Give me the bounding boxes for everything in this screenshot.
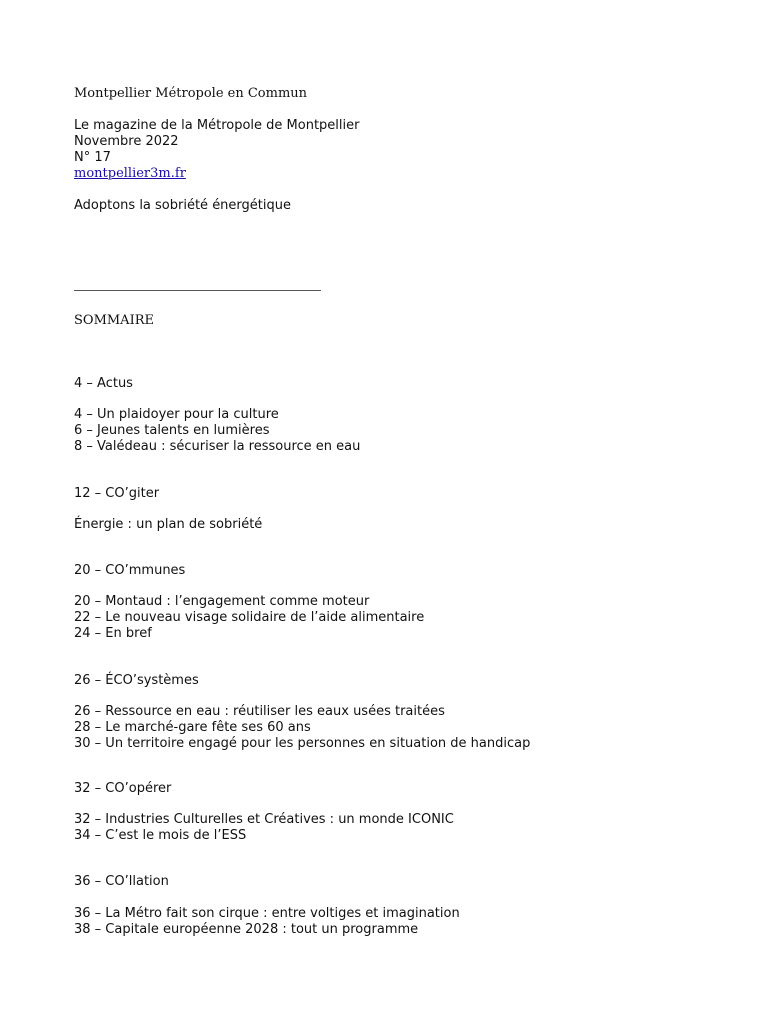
section-heading: 4 – Actus [74, 376, 133, 391]
list-item: 30 – Un territoire engagé pour les personnes en situation de handicap [74, 736, 531, 751]
magazine-title: Le magazine de la Métropole de Montpellier [74, 118, 360, 133]
list-item: 22 – Le nouveau visage solidaire de l’aide alimentaire [74, 610, 425, 625]
section-heading: 26 – ÉCO’systèmes [74, 673, 199, 688]
section-heading: 36 – CO’llation [74, 874, 169, 889]
section-heading: 32 – CO’opérer [74, 781, 172, 796]
magazine-info [74, 118, 359, 182]
list-item: 4 – Un plaidoyer pour la culture [74, 407, 279, 422]
list-item: 20 – Montaud : l’engagement comme moteur [74, 594, 370, 609]
list-item: 26 – Ressource en eau : réutiliser les eaux usées traitées [74, 704, 445, 719]
list-item: 6 – Jeunes talents en lumières [74, 423, 270, 438]
list-item: Énergie : un plan de sobriété [74, 517, 263, 532]
issue-number: N° 17 [74, 150, 111, 165]
list-item: 8 – Valédeau : sécuriser la ressource en eau [74, 439, 361, 454]
section-items [74, 704, 530, 752]
issue-date: Novembre 2022 [74, 134, 179, 149]
summary-title: SOMMAIRE [74, 313, 154, 328]
list-item: 38 – Capitale européenne 2028 : tout un programme [74, 922, 419, 937]
cover-headline: Adoptons la sobriété énergétique [74, 198, 291, 213]
section-items [74, 407, 360, 455]
section-heading: 20 – CO’mmunes [74, 563, 186, 578]
list-item: 34 – C’est le mois de l’ESS [74, 828, 247, 843]
section-items [74, 517, 262, 533]
publisher-name: Montpellier Métropole en Commun [74, 86, 308, 101]
list-item: 36 – La Métro fait son cirque : entre voltiges et imagination [74, 906, 460, 921]
section-heading: 12 – CO’giter [74, 486, 160, 501]
section-items [74, 812, 454, 844]
section-items [74, 906, 460, 938]
divider [74, 290, 321, 291]
list-item: 32 – Industries Culturelles et Créatives : un monde ICONIC [74, 812, 454, 827]
list-item: 28 – Le marché-gare fête ses 60 ans [74, 720, 311, 735]
list-item: 24 – En bref [74, 626, 152, 641]
section-items [74, 594, 424, 642]
website-link[interactable]: montpellier3m.fr [74, 166, 186, 181]
